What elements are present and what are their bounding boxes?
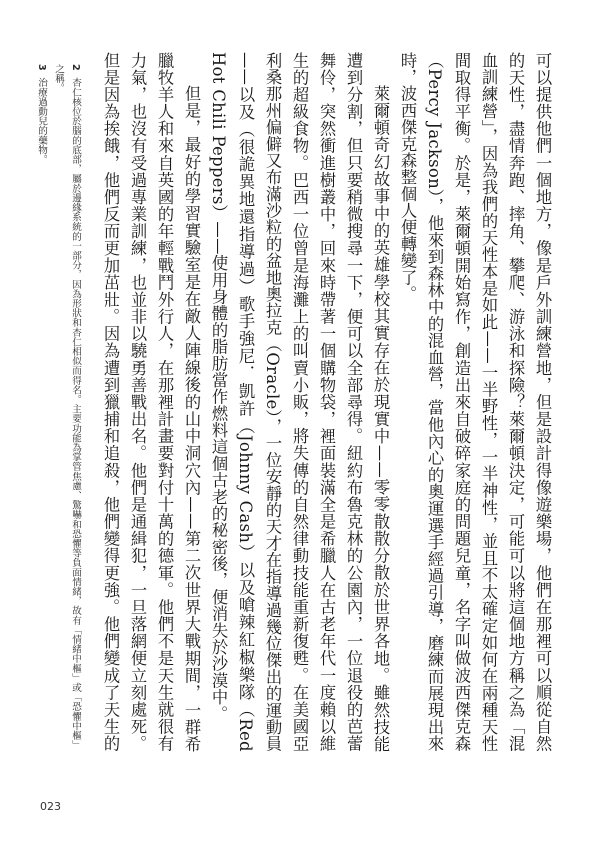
body-paragraph-3: 但是，最好的學習實驗室是在敵人陣線後的山中洞穴內——第二次世界大戰期間，一群希臘牧羊人和來自英國的年輕戰鬥外行人，在那裡計畫要對付十萬的德軍。他們不是天生就很有力氣，也沒有受過專業訓練，也並非以驍勇善戰出名。他們是通緝犯，一旦落網便立刻處死。但是因為挨餓，他們反而更加茁壯。因為遭到獵捕和追殺，他們變得更強。他們變成了天生的 — [101, 52, 201, 752]
body-paragraph-1: 可以提供他們一個地方，像是戶外訓練營地，但是設計得像遊樂場，他們在那裡可以順從自然的天性，盡情奔跑、摔角、攀爬、游泳和探險？萊爾頓決定，可能可以將這個地方稱之為「混血訓練營」，因為我們的天性本是如此——一半野性，一半神性，並且不太確定如何在兩種天性間取得平衡。於是，萊爾頓開始寫作，創造出來自破碎家庭的問題兒童，名字叫做波西傑克森（Percy Jackson），他來到森林中的混血營，當他內心的奧運選手經過引導，磨練而展現出來時，波西傑克森整個人便轉變了。 — [398, 52, 552, 752]
footnote-2-text: 杏仁核位於腦的底部，屬於邊緣系統的一部分，因為形狀和杏仁相似而得名。主要功能為掌管焦慮、驚嚇和恐懼等負面情緒，故有「情緒中樞」或「恐懼中樞」之稱。 — [53, 64, 81, 750]
page-number: 023 — [40, 800, 61, 813]
main-text-column-block — [96, 52, 556, 752]
footnote-3-text: 治療過動兒的藥物。 — [36, 77, 47, 165]
body-paragraph-2: 萊爾頓奇幻故事中的英雄學校其實存在於現實中——零零散散分散於世界各地。雖然技能遭到分割，但只要稍微搜尋一下，便可以全部尋得。紐約布魯克林的公園內，一位退役的芭蕾舞伶，突然衝進樹叢中，回來時帶著一個購物袋，裡面裝滿全是希臘人在古老年代一度賴以維生的超級食物。巴西一位曾是海灘上的叫賣小販，將失傳的自然律動技能重新復甦。在美國亞利桑那州偏僻又布滿沙粒的盆地奧拉克（Oracle），一位安靜的天才在指導過幾位傑出的運動員——以及（很詭異地還指導過）歌手強尼．凱許（Johnny Cash）以及嗆辣紅椒樂隊（Red Hot Chili Peppers）——使用身體的脂肪當作燃料這個古老的秘密後，便消失於沙漠中。 — [209, 52, 390, 752]
footnote-3 — [33, 64, 50, 754]
footnote-2-number: 2 — [70, 64, 81, 71]
footnote-2 — [50, 64, 84, 754]
footnote-3-number: 3 — [36, 64, 47, 71]
footnotes-block — [24, 64, 84, 754]
